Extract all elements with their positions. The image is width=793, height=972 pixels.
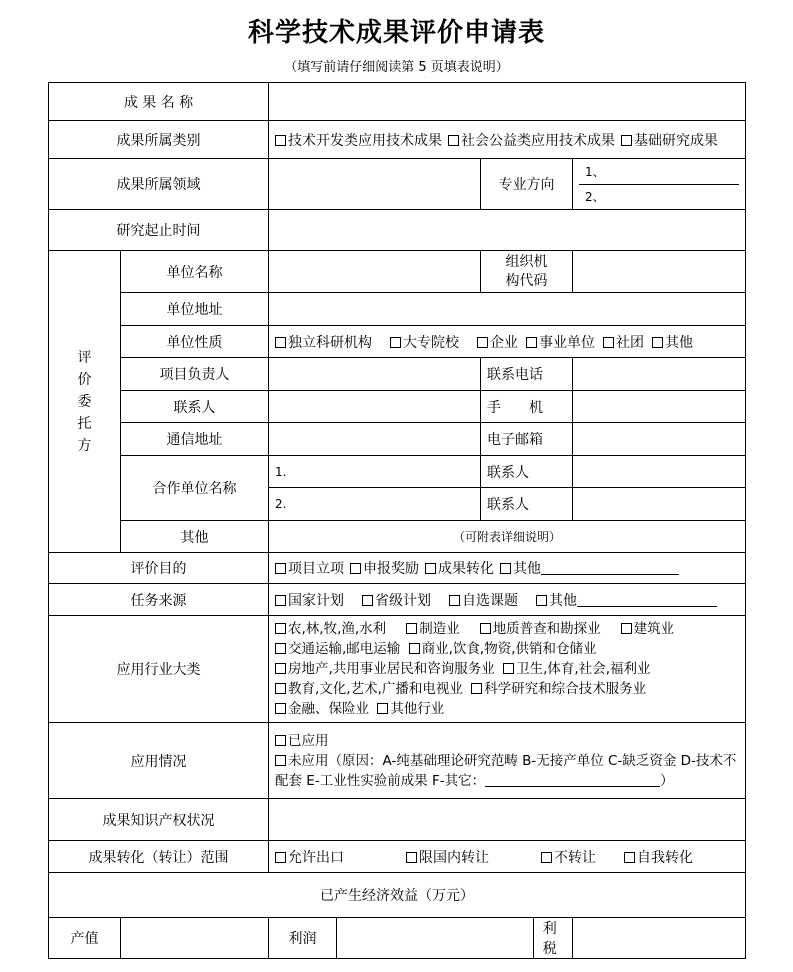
unit-address-label: 单位地址 — [121, 293, 269, 326]
contact-person-field[interactable] — [269, 391, 481, 423]
source-option-other[interactable]: 其他 — [536, 590, 717, 610]
contact-phone-field[interactable] — [573, 358, 746, 391]
industry-option-transport[interactable]: 交通运输,邮电运输 — [275, 639, 400, 659]
source-option-provincial[interactable]: 省级计划 — [362, 590, 431, 610]
unit-name-field[interactable] — [269, 251, 481, 293]
source-label: 任务来源 — [49, 584, 269, 616]
transfer-option-export[interactable]: 允许出口 — [275, 847, 344, 867]
checkbox-icon[interactable] — [275, 852, 286, 863]
not-applied-option[interactable]: 未应用（原因：A-纯基础理论研究范畴 B-无接产单位 C-缺乏资金 D-技术不配套 E-工业性实验前成果 F-其它： ） — [275, 752, 737, 789]
checkbox-icon[interactable] — [448, 135, 459, 146]
checkbox-icon[interactable] — [500, 563, 511, 574]
unit-nature-label: 单位性质 — [121, 326, 269, 358]
industry-option-other[interactable]: 其他行业 — [377, 699, 444, 719]
nature-option-society[interactable]: 社团 — [603, 332, 644, 352]
partner-contact-field-2[interactable] — [573, 488, 746, 521]
industry-option-agri[interactable]: 农,林,牧,渔,水利 — [275, 619, 386, 639]
transfer-options — [269, 841, 746, 873]
purpose-label: 评价目的 — [49, 553, 269, 584]
industry-option-commerce[interactable]: 商业,饮食,物资,供销和仓储业 — [409, 639, 597, 659]
source-other-line[interactable] — [577, 606, 717, 607]
output-label: 产值 — [49, 918, 121, 959]
partner-contact-label-2: 联系人 — [481, 488, 573, 521]
unit-address-field[interactable] — [269, 293, 746, 326]
checkbox-icon[interactable] — [449, 595, 460, 606]
industry-option-education[interactable]: 教育,文化,艺术,广播和电视业 — [275, 679, 463, 699]
transfer-option-domestic[interactable]: 限国内转让 — [406, 847, 489, 867]
ip-label: 成果知识产权状况 — [49, 799, 269, 841]
profit-label: 利润 — [269, 918, 337, 959]
transfer-label: 成果转化（转让）范围 — [49, 841, 269, 873]
org-code-label: 组织机 构代码 — [481, 251, 573, 293]
major-label: 专业方向 — [481, 159, 573, 210]
profit-field[interactable] — [343, 918, 533, 958]
checkbox-icon[interactable] — [350, 563, 361, 574]
ip-field[interactable] — [269, 799, 746, 841]
form-subtitle: （填写前请仔细阅读第 5 页填表说明） — [284, 60, 509, 75]
industry-option-construction[interactable]: 建筑业 — [621, 619, 675, 639]
checkbox-icon[interactable] — [406, 852, 417, 863]
field-input[interactable] — [269, 159, 481, 210]
purpose-option-transform[interactable]: 成果转化 — [425, 558, 494, 578]
project-lead-field[interactable] — [269, 358, 481, 391]
nature-option-college[interactable]: 大专院校 — [390, 332, 459, 352]
checkbox-icon[interactable] — [377, 703, 388, 714]
category-options — [269, 121, 746, 159]
industry-option-science[interactable]: 科学研究和综合技术服务业 — [471, 679, 646, 699]
purpose-option-project[interactable]: 项目立项 — [275, 558, 344, 578]
other-label: 其他 — [121, 521, 269, 553]
industry-option-health[interactable]: 卫生,体育,社会,福利业 — [503, 659, 650, 679]
contact-phone-label: 联系电话 — [481, 358, 573, 391]
checkbox-icon[interactable] — [275, 683, 286, 694]
unit-nature-options — [269, 326, 746, 358]
purpose-other-line[interactable] — [541, 574, 679, 575]
checkbox-icon[interactable] — [275, 663, 286, 674]
checkbox-icon[interactable] — [624, 852, 635, 863]
checkbox-icon[interactable] — [425, 563, 436, 574]
partner-label: 合作单位名称 — [121, 456, 269, 521]
major-item-1[interactable]: 1、 — [579, 159, 739, 184]
nature-option-research[interactable]: 独立科研机构 — [275, 332, 372, 352]
period-label: 研究起止时间 — [49, 210, 269, 251]
unit-name-label: 单位名称 — [121, 251, 269, 293]
transfer-option-self[interactable]: 自我转化 — [624, 847, 693, 867]
partner-contact-field-1[interactable] — [573, 456, 746, 488]
category-label: 成果所属类别 — [49, 121, 269, 159]
field-label: 成果所属领域 — [49, 159, 269, 210]
other-note[interactable]: （可附表详细说明） — [269, 521, 746, 553]
profit-tax-group — [337, 918, 573, 959]
major-item-2[interactable]: 2、 — [585, 190, 605, 205]
period-field[interactable] — [269, 210, 746, 251]
purpose-option-award[interactable]: 申报奖励 — [350, 558, 419, 578]
source-option-self[interactable]: 自选课题 — [449, 590, 518, 610]
mobile-label: 手 机 — [481, 391, 573, 423]
checkbox-icon[interactable] — [526, 337, 537, 348]
checkbox-icon[interactable] — [275, 643, 286, 654]
checkbox-icon[interactable] — [480, 623, 491, 634]
checkbox-icon[interactable] — [275, 623, 286, 634]
achievement-name-field[interactable] — [269, 83, 746, 121]
entrust-label: 评 价 委 托 方 — [49, 251, 121, 553]
achievement-name-label: 成 果 名 称 — [49, 83, 269, 121]
category-option-tech-dev[interactable]: 技术开发类应用技术成果 — [275, 130, 442, 150]
mobile-field[interactable] — [573, 391, 746, 423]
checkbox-icon[interactable] — [362, 595, 373, 606]
checkbox-icon[interactable] — [275, 735, 286, 746]
partner-item-2[interactable]: 2. — [269, 488, 481, 521]
transfer-option-none[interactable]: 不转让 — [541, 847, 596, 867]
tax-label: 利税 — [542, 921, 557, 957]
source-options — [269, 584, 746, 616]
email-label: 电子邮箱 — [481, 423, 573, 456]
category-option-basic-research[interactable]: 基础研究成果 — [621, 130, 718, 150]
org-code-field[interactable] — [573, 251, 746, 293]
industry-options — [269, 616, 746, 723]
tax-field[interactable] — [573, 918, 746, 959]
source-option-national[interactable]: 国家计划 — [275, 590, 344, 610]
benefit-label: 已产生经济效益（万元） — [49, 873, 746, 918]
industry-label: 应用行业大类 — [49, 616, 269, 723]
application-label: 应用情况 — [49, 723, 269, 799]
checkbox-icon[interactable] — [406, 623, 417, 634]
major-items — [573, 159, 746, 210]
postal-address-field[interactable] — [269, 423, 481, 456]
partner-item-1[interactable]: 1. — [269, 456, 481, 488]
industry-option-finance[interactable]: 金融、保险业 — [275, 699, 369, 719]
nature-option-other[interactable]: 其他 — [652, 332, 693, 352]
checkbox-icon[interactable] — [275, 135, 286, 146]
checkbox-icon[interactable] — [503, 663, 514, 674]
industry-option-manufacturing[interactable]: 制造业 — [406, 619, 460, 639]
checkbox-icon[interactable] — [390, 337, 401, 348]
checkbox-icon[interactable] — [621, 623, 632, 634]
application-options — [269, 723, 746, 799]
application-form — [48, 82, 746, 959]
checkbox-icon[interactable] — [652, 337, 663, 348]
checkbox-icon[interactable] — [603, 337, 614, 348]
checkbox-icon[interactable] — [541, 852, 552, 863]
purpose-option-other[interactable]: 其他 — [500, 558, 679, 578]
output-field[interactable] — [121, 918, 269, 959]
project-lead-label: 项目负责人 — [121, 358, 269, 391]
industry-option-real-estate[interactable]: 房地产,共用事业居民和咨询服务业 — [275, 659, 495, 679]
checkbox-icon[interactable] — [621, 135, 632, 146]
checkbox-icon[interactable] — [275, 337, 286, 348]
partner-contact-label-1: 联系人 — [481, 456, 573, 488]
checkbox-icon[interactable] — [275, 595, 286, 606]
checkbox-icon[interactable] — [409, 643, 420, 654]
purpose-options — [269, 553, 746, 584]
contact-person-label: 联系人 — [121, 391, 269, 423]
email-field[interactable] — [573, 423, 746, 456]
checkbox-icon[interactable] — [275, 563, 286, 574]
checkbox-icon[interactable] — [471, 683, 482, 694]
checkbox-icon[interactable] — [477, 337, 488, 348]
checkbox-icon[interactable] — [275, 755, 286, 766]
form-title: 科学技术成果评价申请表 — [247, 18, 545, 48]
nature-option-institution[interactable]: 事业单位 — [526, 332, 595, 352]
industry-option-geology[interactable]: 地质普查和勘探业 — [480, 619, 601, 639]
not-applied-other-line[interactable] — [485, 786, 660, 787]
category-option-public-welfare[interactable]: 社会公益类应用技术成果 — [448, 130, 615, 150]
postal-address-label: 通信地址 — [121, 423, 269, 456]
checkbox-icon[interactable] — [536, 595, 547, 606]
checkbox-icon[interactable] — [275, 703, 286, 714]
applied-option[interactable]: 已应用 — [275, 731, 739, 751]
nature-option-enterprise[interactable]: 企业 — [477, 332, 518, 352]
